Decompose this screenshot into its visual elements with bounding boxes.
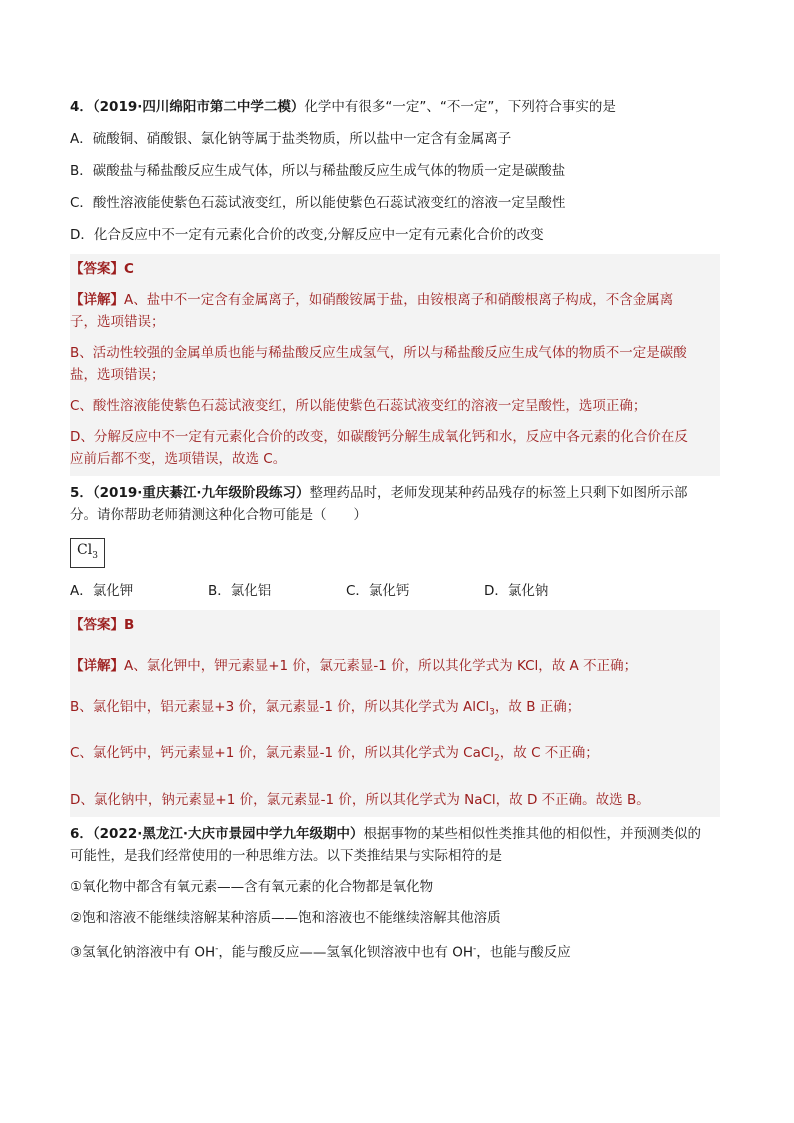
q4-option-a: A．硫酸铜、硝酸银、氯化钠等属于盐类物质，所以盐中一定含有金属离子 <box>70 131 512 147</box>
q6-item-2: ②饱和溶液不能继续溶解某种溶质——饱和溶液也不能继续溶解其他溶质 <box>70 910 501 927</box>
q6-item-3: ③氢氧化钠溶液中有 OH-，能与酸反应——氢氧化钡溶液中也有 OH-，也能与酸反应 <box>70 944 571 961</box>
q4-detail-d: D、分解反应中不一定有元素化合价的改变，如碳酸钙分解生成氧化钙和水，反应中各元素的化合价在反 <box>70 429 688 445</box>
q5-stem-cont: 分。请你帮助老师猜测这种化合物可能是（ ） <box>70 507 367 523</box>
q5-options <box>70 580 720 602</box>
q6-stem: 6．（2022·黑龙江·大庆市景园中学九年级期中）根据事物的某些相似性类推其他的相似性，并预测类似的 <box>70 826 701 843</box>
q5-detail-d: D、氯化钠中，钠元素显+1 价，氯元素显-1 价，所以其化学式为 NaCl，故 D 不正确。故选 B。 <box>70 792 650 809</box>
q5-answer: 【答案】B <box>70 616 135 633</box>
q5-detail-a: 【详解】A、氯化钾中，钾元素显+1 价，氯元素显-1 价，所以其化学式为 KCl，故 A 不正确； <box>70 657 638 674</box>
q5-option-d: D．氯化钠 <box>484 582 549 599</box>
q4-stem: 4．（2019·四川绵阳市第二中学二模）化学中有很多“一定”、“不一定”，下列符合事实的是 <box>70 99 616 115</box>
q4-detail-c: C、酸性溶液能使紫色石蕊试液变红，所以能使紫色石蕊试液变红的溶液一定呈酸性，选项正确； <box>70 398 647 414</box>
q5-detail-c: C、氯化钙中，钙元素显+1 价，氯元素显-1 价，所以其化学式为 CaCl$_2$，故 C 不正确； <box>70 745 599 765</box>
q5-answer-box <box>70 610 720 817</box>
q5-option-a: A．氯化钾 <box>70 582 134 599</box>
q4-option-b: B．碳酸盐与稀盐酸反应生成气体，所以与稀盐酸反应生成气体的物质一定是碳酸盐 <box>70 163 566 179</box>
q4-answer-box <box>70 254 720 476</box>
page-content <box>70 96 720 964</box>
q4-detail-d-cont: 应前后都不变，选项错误，故选 C。 <box>70 451 287 467</box>
q4-detail-b: B、活动性较强的金属单质也能与稀盐酸反应生成氢气，所以与稀盐酸反应生成气体的物质不一定是碳酸 <box>70 345 687 361</box>
q5-option-c: C．氯化钙 <box>346 582 410 599</box>
q6-item-1: ①氧化物中都含有氧元素——含有氧元素的化合物都是氧化物 <box>70 879 434 896</box>
q4-option-c: C．酸性溶液能使紫色石蕊试液变红，所以能使紫色石蕊试液变红的溶液一定呈酸性 <box>70 195 566 211</box>
q4-option-d: D．化合反应中不一定有元素化合价的改变,分解反应中一定有元素化合价的改变 <box>70 227 544 243</box>
q5-detail-b: B、氯化铝中，铝元素显+3 价，氯元素显-1 价，所以其化学式为 AlCl$_3$，故 B 正确； <box>70 698 581 718</box>
q4-detail-a: 【详解】A、盐中不一定含有金属离子，如硝酸铵属于盐，由铵根离子和硝酸根离子构成，不含金属离 <box>70 292 674 308</box>
medicine-label: $Cl_3$ <box>70 538 105 568</box>
q6-stem-cont: 可能性，是我们经常使用的一种思维方法。以下类推结果与实际相符的是 <box>70 848 502 865</box>
q4-detail-b-cont: 盐，选项错误； <box>70 367 165 383</box>
q4-detail-a-cont: 子，选项错误； <box>70 314 165 330</box>
q4-answer: 【答案】C <box>70 261 134 277</box>
q5-option-b: B．氯化铝 <box>208 582 272 599</box>
q5-stem: 5．（2019·重庆綦江·九年级阶段练习）整理药品时，老师发现某种药品残存的标签上只剩下如图所示部 <box>70 485 688 501</box>
